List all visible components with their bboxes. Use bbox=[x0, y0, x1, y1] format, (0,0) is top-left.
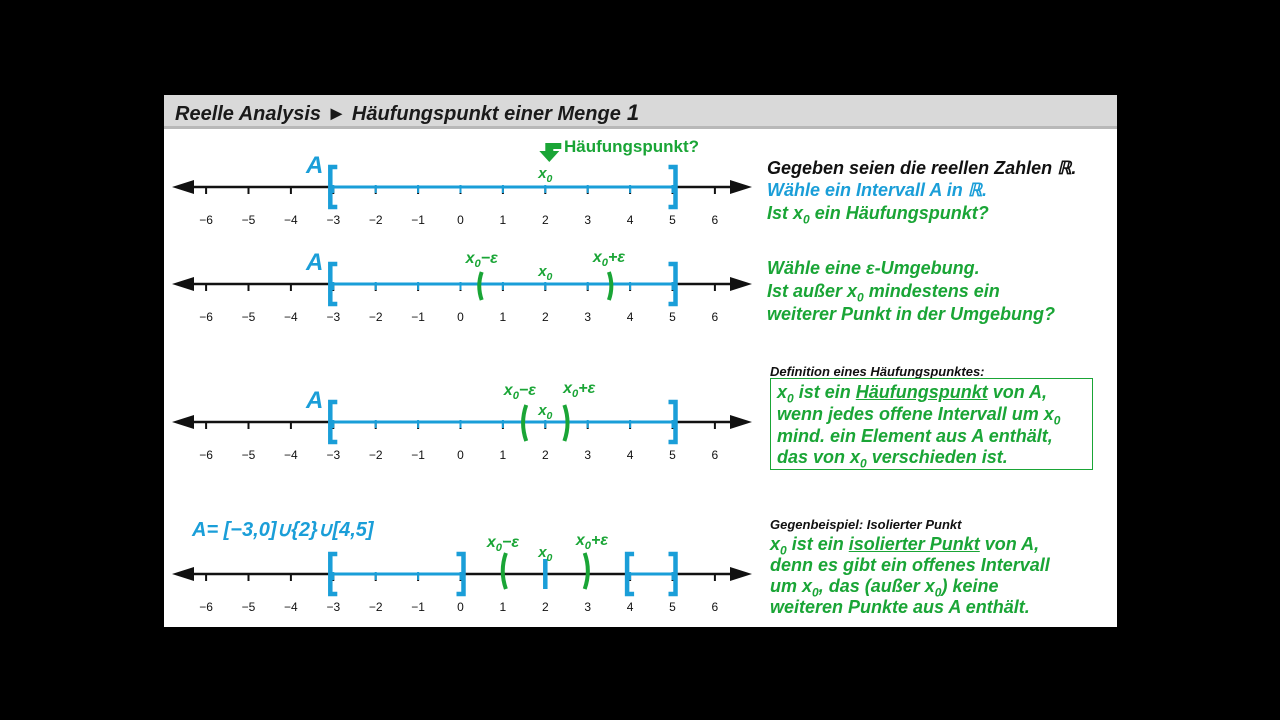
counterexample-l1-sub: 0 bbox=[780, 543, 787, 558]
row1-hint: Häufungspunkt? bbox=[564, 137, 700, 156]
counterexample-l3-c: ) keine bbox=[941, 576, 999, 596]
definition-l1-a: ist ein bbox=[793, 382, 856, 402]
definition-l4-b: verschieden ist. bbox=[866, 447, 1008, 467]
row2-tick-label: 1 bbox=[499, 310, 507, 324]
row4-tick-label: −2 bbox=[368, 600, 383, 614]
counterexample-l1-a: ist ein bbox=[786, 534, 849, 554]
row3-tick-label: 0 bbox=[457, 448, 464, 462]
row1-tick-label: 0 bbox=[457, 213, 464, 227]
row4-tick-label: 0 bbox=[457, 600, 464, 614]
row2-tick-label: 5 bbox=[669, 310, 676, 324]
row3-tick-label: 5 bbox=[669, 448, 676, 462]
row2-left-paren bbox=[479, 272, 481, 300]
counterexample-l3-a: um bbox=[770, 576, 803, 596]
row3-tick-label: −2 bbox=[368, 448, 383, 462]
title-text: Reelle Analysis ► Häufungspunkt einer Menge bbox=[175, 103, 621, 125]
row2-tick-label: −6 bbox=[199, 310, 213, 324]
counterexample-l3-x: x bbox=[802, 576, 813, 596]
row3-axis-arrow-left bbox=[172, 415, 194, 429]
row2-tick-label: 2 bbox=[541, 310, 549, 324]
row3-tick-label: −1 bbox=[411, 448, 425, 462]
row2-point-label: $x_0$ bbox=[538, 263, 553, 283]
row3-point-label: $x_0$ bbox=[538, 402, 553, 422]
row4-right-label: $x_0+\varepsilon$ bbox=[575, 532, 609, 552]
row2-tick-label: −2 bbox=[368, 310, 383, 324]
row4-tick-label: −3 bbox=[326, 600, 341, 614]
counterexample-heading: Gegenbeispiel: Isolierter Punkt bbox=[770, 517, 962, 532]
definition-l2-x: x bbox=[1043, 404, 1054, 424]
row2-left-label: $x_0-\varepsilon$ bbox=[465, 250, 498, 270]
text1-line3-b: ein Häufungspunkt? bbox=[809, 203, 989, 223]
row2-right-paren bbox=[609, 272, 611, 300]
counterexample-l3-b: , das (außer bbox=[818, 576, 925, 596]
row4-right-paren bbox=[585, 553, 588, 589]
text1-line3-x: x bbox=[793, 203, 804, 223]
definition-l4-sub: 0 bbox=[860, 456, 867, 471]
text1-line3 bbox=[767, 202, 989, 231]
row1-tick-label: 4 bbox=[626, 213, 634, 227]
row1-tick-label: 5 bbox=[669, 213, 676, 227]
row1-tick-label: −1 bbox=[411, 213, 425, 227]
row1-axis-arrow-right bbox=[730, 180, 752, 194]
row2-tick-label: 0 bbox=[457, 310, 464, 324]
counterexample-l1-b: von A, bbox=[979, 534, 1040, 554]
row4-tick-label: 6 bbox=[711, 600, 719, 614]
row3-tick-label: 2 bbox=[541, 448, 549, 462]
text2-line2-a: Ist außer bbox=[767, 281, 848, 301]
row3-tick-label: 3 bbox=[584, 448, 592, 462]
row1-tick-label: 3 bbox=[584, 213, 592, 227]
row2-right-label: $x_0+\varepsilon$ bbox=[592, 249, 625, 269]
title-number: 1 bbox=[626, 100, 640, 125]
definition-l1-x: x bbox=[777, 382, 788, 402]
row3-left-label: $x_0-\varepsilon$ bbox=[503, 382, 536, 402]
row4-tick-label: 5 bbox=[669, 600, 676, 614]
row2-axis-arrow-right bbox=[730, 277, 752, 291]
row4-tick-label: −4 bbox=[284, 600, 298, 614]
row3-tick-label: −5 bbox=[241, 448, 256, 462]
row1-tick-label: −6 bbox=[199, 213, 213, 227]
row1-tick-label: 2 bbox=[541, 213, 549, 227]
definition-l4-x: x bbox=[850, 447, 861, 467]
text2-line2-sub: 0 bbox=[857, 290, 864, 305]
row2-set-label: A bbox=[306, 249, 324, 276]
counterexample-l1-underlined: isolierter Punkt bbox=[848, 534, 980, 554]
row4-tick-label: 4 bbox=[626, 600, 634, 614]
definition-line4 bbox=[777, 446, 1008, 475]
definition-l1-sub: 0 bbox=[787, 391, 794, 406]
text1-line1: Gegeben seien die reellen Zahlen ℝ. bbox=[767, 158, 1077, 178]
row4-axis-arrow-left bbox=[172, 567, 194, 581]
row1-tick-label: 6 bbox=[711, 213, 719, 227]
row1-tick-label: −4 bbox=[284, 213, 298, 227]
row4-left-paren bbox=[503, 553, 506, 589]
row2-axis-arrow-left bbox=[172, 277, 194, 291]
row4-tick-label: −1 bbox=[411, 600, 425, 614]
row3-tick-label: 4 bbox=[626, 448, 634, 462]
row4-tick-label: −5 bbox=[241, 600, 256, 614]
text2-line3: weiterer Punkt in der Umgebung? bbox=[767, 304, 1056, 324]
definition-l1-b: von A, bbox=[987, 382, 1048, 402]
row3-tick-label: −3 bbox=[326, 448, 341, 462]
counterexample-l3-x2: x bbox=[924, 576, 935, 596]
counterexample-line2: denn es gibt ein offenes Intervall bbox=[770, 555, 1050, 575]
slide bbox=[164, 95, 1117, 627]
row4-left-label: $x_0-\varepsilon$ bbox=[486, 534, 519, 554]
row2-tick-label: 4 bbox=[626, 310, 634, 324]
counterexample-l1-x: x bbox=[770, 534, 781, 554]
row4-axis-arrow-right bbox=[730, 567, 752, 581]
row1-point-label: $x_0$ bbox=[538, 165, 553, 185]
row3-tick-label: 6 bbox=[711, 448, 719, 462]
row2-tick-label: −3 bbox=[326, 310, 341, 324]
counterexample-l3-sub2: 0 bbox=[934, 585, 942, 600]
row1-tick-label: −2 bbox=[368, 213, 383, 227]
text2-line2-x: x bbox=[847, 281, 858, 301]
row4-tick-label: 2 bbox=[541, 600, 549, 614]
text1-line3-a: Ist bbox=[767, 203, 794, 223]
row2-tick-label: 3 bbox=[584, 310, 592, 324]
row4-tick-label: 1 bbox=[499, 600, 507, 614]
row4-set-definition: A= [−3,0]∪{2}∪[4,5] bbox=[192, 519, 374, 541]
row1-tick-label: 1 bbox=[499, 213, 507, 227]
definition-heading: Definition eines Häufungspunktes: bbox=[770, 364, 985, 379]
text2-line2-b: mindestens ein bbox=[863, 281, 1000, 301]
row3-right-label: $x_0+\varepsilon$ bbox=[563, 380, 596, 400]
row3-axis-arrow-right bbox=[730, 415, 752, 429]
counterexample-l3-sub: 0 bbox=[812, 585, 819, 600]
row1-axis-arrow-left bbox=[172, 180, 194, 194]
definition-line3: mind. ein Element aus A enthält, bbox=[777, 426, 1053, 446]
definition-l1-underlined: Häufungspunkt bbox=[855, 382, 988, 402]
counterexample-line4: weiteren Punkte aus A enthält. bbox=[770, 597, 1030, 617]
definition-box bbox=[770, 378, 1093, 470]
definition-l2-a: wenn jedes offene Intervall um bbox=[777, 404, 1044, 424]
text2-line1: Wähle eine ε-Umgebung. bbox=[767, 258, 980, 278]
row3-tick-label: −6 bbox=[199, 448, 213, 462]
row1-set-label: A bbox=[306, 152, 324, 179]
row1-hint-arrow bbox=[539, 143, 561, 162]
row4-tick-label: 3 bbox=[584, 600, 592, 614]
row2-tick-label: −1 bbox=[411, 310, 425, 324]
row4-tick-label: −6 bbox=[199, 600, 213, 614]
definition-l2-sub: 0 bbox=[1053, 413, 1061, 428]
row2-tick-label: −5 bbox=[241, 310, 256, 324]
row1-tick-label: −3 bbox=[326, 213, 341, 227]
row2-tick-label: 6 bbox=[711, 310, 719, 324]
row3-set-label: A bbox=[306, 387, 324, 414]
row3-tick-label: −4 bbox=[284, 448, 298, 462]
row3-tick-label: 1 bbox=[499, 448, 507, 462]
row4-point-label: $x_0$ bbox=[538, 544, 553, 564]
row1-tick-label: −5 bbox=[241, 213, 256, 227]
definition-l4-a: das von bbox=[777, 447, 851, 467]
row2-tick-label: −4 bbox=[284, 310, 298, 324]
text1-line3-sub: 0 bbox=[803, 212, 810, 227]
text1-line2: Wähle ein Intervall A in ℝ. bbox=[767, 180, 987, 200]
